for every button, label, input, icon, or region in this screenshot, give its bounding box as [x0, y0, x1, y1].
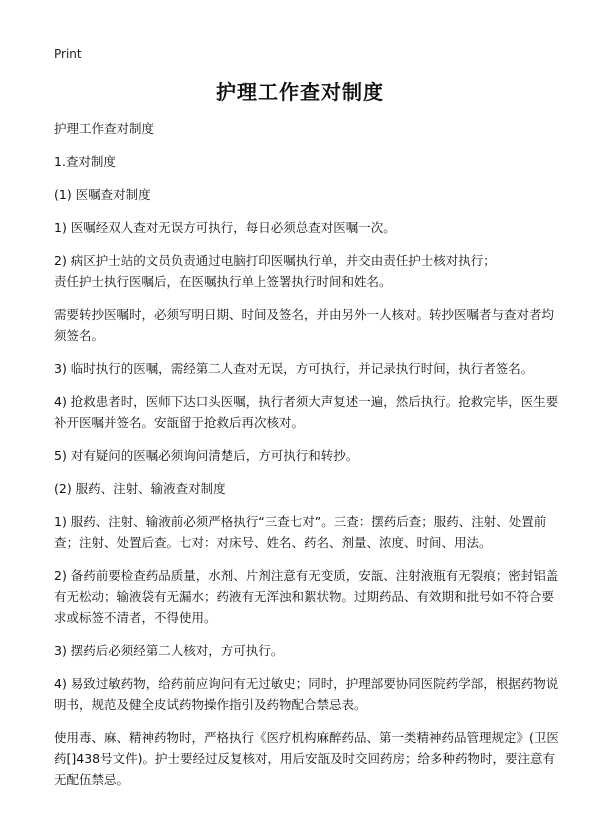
section-heading: 1.查对制度: [54, 154, 116, 169]
paragraph: 3) 临时执行的医嘱，需经第二人查对无误，方可执行，并记录执行时间，执行者签名。: [54, 361, 534, 376]
paragraph: 2) 病区护士站的文员负责通过电脑打印医嘱执行单，并交由责任护士核对执行； 责任护士执行医嘱后，在医嘱执行单上签署执行时间和姓名。: [54, 253, 496, 289]
document-body: [54, 118, 560, 802]
paragraph: 使用毒、麻、精神药物时，严格执行《医疗机构麻醉药品、第一类精神药品管理规定》(卫医药[]438号文件)。护士要经过反复核对，用后安瓿及时交回药房；给多种药物时，要注意有无配伍禁忌。: [54, 730, 559, 787]
print-label: Print: [54, 47, 82, 61]
paragraph: 4) 抢救患者时，医师下达口头医嘱，执行者须大声复述一遍，然后执行。抢救完毕，医生要补开医嘱并签名。安瓿留于抢救后再次核对。: [54, 394, 559, 430]
paragraph: 3) 摆药后必须经第二人核对，方可执行。: [54, 643, 284, 658]
paragraph: 1) 医嘱经双人查对无误方可执行，每日必须总查对医嘱一次。: [54, 220, 396, 235]
subsection-heading: (1) 医嘱查对制度: [54, 187, 151, 202]
document-title: 护理工作查对制度: [216, 80, 384, 104]
paragraph: 需要转抄医嘱时，必须写明日期、时间及签名，并由另外一人核对。转抄医嘱者与查对者均须签名。: [54, 307, 555, 343]
paragraph: 4) 易致过敏药物，给药前应询问有无过敏史；同时，护理部要协同医院药学部，根据药物说明书，规范及健全皮试药物操作指引及药物配合禁忌表。: [54, 676, 559, 712]
paragraph: 2) 备药前要检查药品质量，水剂、片剂注意有无变质，安瓿、注射液瓶有无裂痕；密封铝盖有无松动；输液袋有无漏水；药液有无浑浊和絮状物。过期药品、有效期和批号如不符合要求或标签不清者，不得使用。: [54, 568, 559, 625]
paragraph: 5) 对有疑问的医嘱必须询问清楚后，方可执行和转抄。: [54, 448, 359, 463]
subsection-heading: (2) 服药、注射、输液查对制度: [54, 481, 226, 496]
paragraph: 1) 服药、注射、输液前必须严格执行“三查七对”。三查：摆药后查；服药、注射、处置前查；注射、处置后查。七对：对床号、姓名、药名、剂量、浓度、时间、用法。: [54, 514, 547, 550]
paragraph-heading: 护理工作查对制度: [54, 121, 155, 136]
